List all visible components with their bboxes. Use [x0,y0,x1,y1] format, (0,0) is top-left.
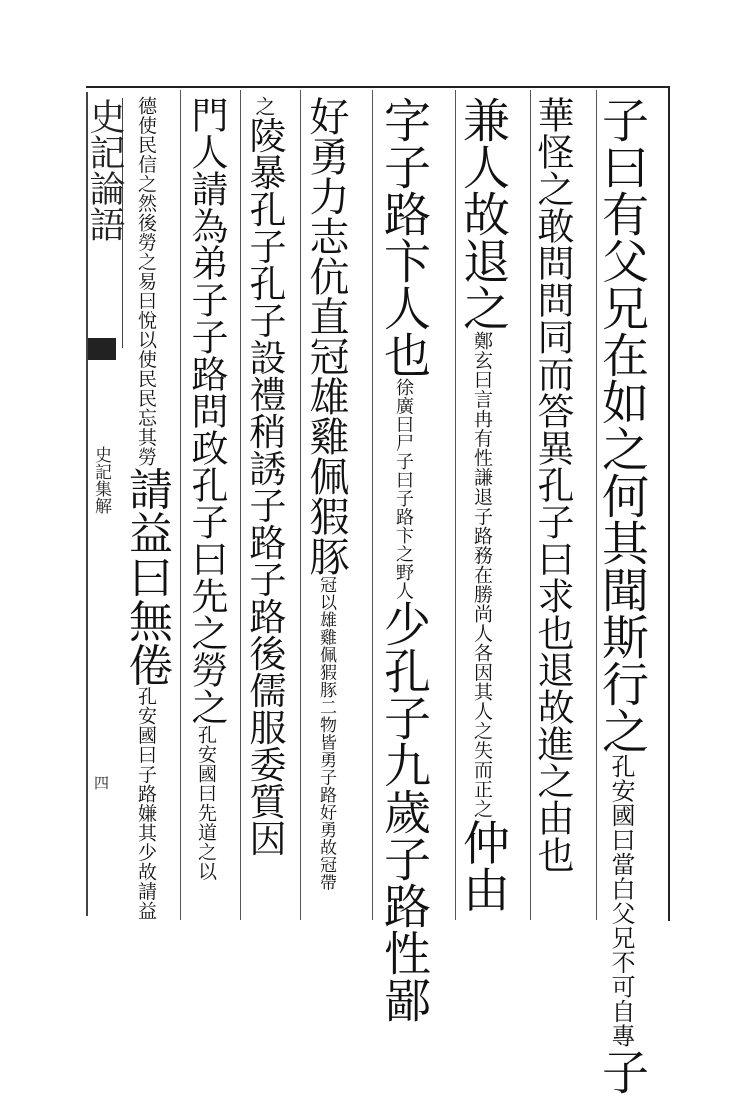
commentary-text: 孔安國曰子路嫌其少故請益 [135,686,157,921]
text-column [455,96,510,913]
commentary-text: 冠以雄雞佩猳豚二物皆勇子路好勇故冠帶 [316,576,336,891]
commentary-text: 孔安國曰先道之以 [195,725,217,881]
page-number: 四 [94,774,110,792]
gutter-header: 史記論語 [88,98,123,348]
main-text: 字子路卞人也 [376,96,431,378]
commentary-text: 之 [252,96,276,117]
main-text: 請益曰無倦 [121,466,172,687]
column-rule [300,90,301,920]
gutter-fishtail-mark [88,338,116,360]
book-title: 史記集解 [91,446,111,514]
main-text: 華怪之敢問問同而答異孔子曰求也退故進之由也 [531,96,574,873]
frame-top-border [86,86,670,88]
main-text: 兼人故退之 [455,96,510,331]
text-column [243,96,286,857]
column-rule [372,90,373,920]
text-column [531,96,574,873]
main-text: 子 [594,1048,649,1095]
column-rule [180,90,181,920]
commentary-text: 孔安國曰當白父兄不可自專 [607,754,635,1048]
text-column [185,96,228,881]
commentary-text: 徐廣曰尸子曰子路卞之野人 [393,378,414,600]
main-text: 少孔子九歲子路性鄙 [376,600,431,1023]
main-text: 好勇力志伉直冠雄雞佩猳豚 [303,96,349,576]
main-text: 門人請為弟子子路問政孔子曰先之勞之 [185,96,228,725]
main-text: 子曰有父兄在如之何其聞斯行之 [594,96,649,754]
text-column [303,96,349,891]
main-text: 仲由 [455,818,510,913]
commentary-text: 鄭玄曰言冉有性謙退子路務在勝尚人各因其人之失而正之 [471,331,493,819]
commentary-text: 德使民信之然後勞之易曰悅以使民民忘其勞 [135,96,157,467]
main-text: 陵暴孔子孔子設禮稍誘子路子路後儒服委質因 [243,116,286,857]
text-column [121,96,172,921]
column-rule [240,90,241,920]
frame-right-border [668,86,670,921]
text-column [594,96,649,1095]
text-column [376,96,431,1023]
